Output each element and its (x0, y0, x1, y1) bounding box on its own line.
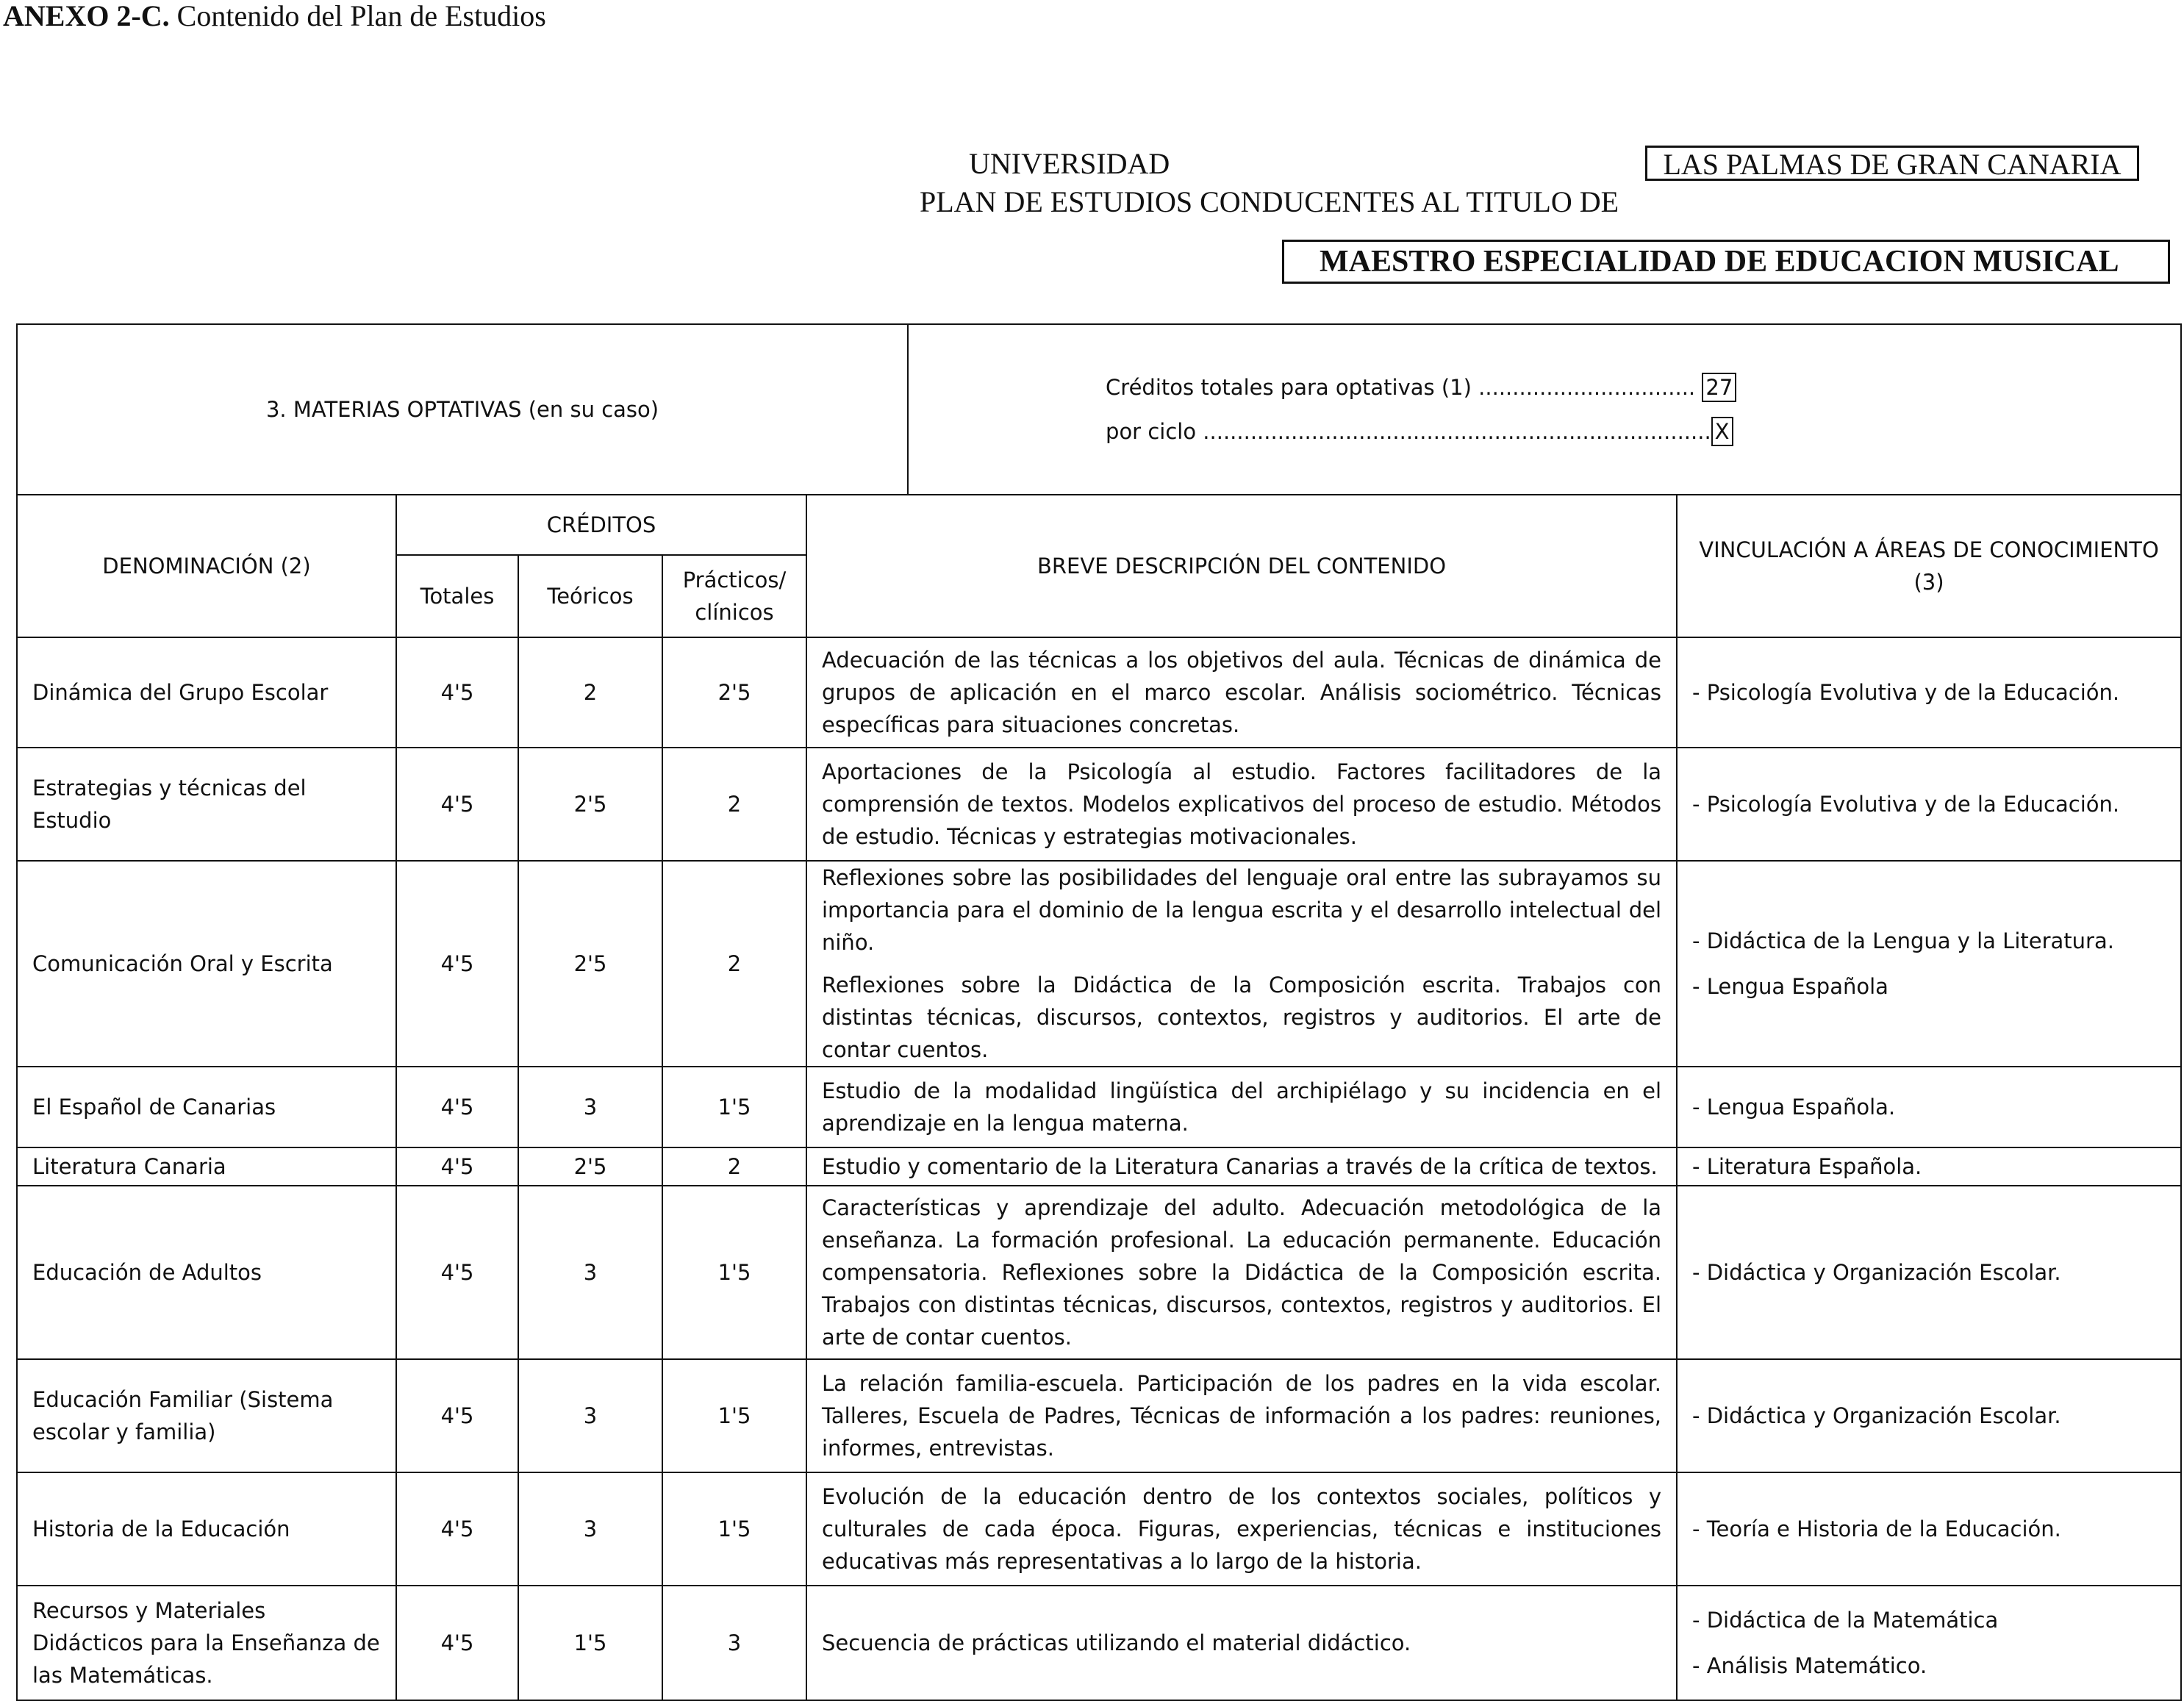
subject-name: Literatura Canaria (17, 1147, 396, 1186)
content-description (806, 1359, 1677, 1472)
description-paragraph: Características y aprendizaje del adulto. Adecuación metodológica de la enseñanza. La formación profesional. La educación permanente. Educación compensatoria. Reflexiones sobre la Didáctica de la Composición escrita. Trabajos con distintas técnicas, discursos, contextos, registros y auditorios. El arte de contar cuentos. (822, 1195, 1662, 1350)
cycle-line (1106, 415, 2166, 448)
credits-total: 4'5 (396, 861, 518, 1067)
knowledge-areas (1677, 637, 2181, 748)
knowledge-areas (1677, 861, 2181, 1067)
credits-total: 4'5 (396, 1186, 518, 1359)
credits-theory: 3 (518, 1472, 662, 1586)
knowledge-areas (1677, 748, 2181, 861)
table-row (17, 1067, 2181, 1147)
knowledge-area: - Didáctica y Organización Escolar. (1692, 1403, 2061, 1428)
total-credits-label: Créditos totales para optativas (1) ................................ (1106, 375, 1696, 400)
table-row (17, 861, 2181, 1067)
knowledge-areas (1677, 1067, 2181, 1147)
optional-subjects-table (16, 323, 2182, 1701)
description-paragraph: Secuencia de prácticas utilizando el material didáctico. (822, 1630, 1411, 1655)
knowledge-area: - Literatura Española. (1692, 1154, 1922, 1179)
credits-total: 4'5 (396, 1359, 518, 1472)
subject-name: Estrategias y técnicas del Estudio (17, 748, 396, 861)
header-descripcion: BREVE DESCRIPCIÓN DEL CONTENIDO (806, 495, 1677, 637)
subject-name: Recursos y Materiales Didácticos para la Enseñanza de las Matemáticas. (17, 1586, 396, 1700)
content-description (806, 1586, 1677, 1700)
header-creditos: CRÉDITOS (396, 495, 806, 555)
knowledge-area: - Psicología Evolutiva y de la Educación. (1692, 792, 2120, 817)
annex-number: ANEXO 2-C. (3, 0, 170, 32)
knowledge-area: - Lengua Española. (1692, 1095, 1896, 1120)
total-credits-box (908, 324, 2181, 495)
table-row (17, 1472, 2181, 1586)
credits-total: 4'5 (396, 1147, 518, 1186)
credits-practice: 2'5 (662, 637, 806, 748)
description-paragraph: Adecuación de las técnicas a los objetivos del aula. Técnicas de dinámica de grupos de aplicación en el marco escolar. Análisis sociométrico. Técnicas específicas para situaciones concretas. (822, 648, 1662, 737)
table-row (17, 637, 2181, 748)
university-name-box: LAS PALMAS DE GRAN CANARIA (1645, 146, 2139, 181)
credits-practice: 1'5 (662, 1472, 806, 1586)
credits-practice: 2 (662, 861, 806, 1067)
content-description (806, 1147, 1677, 1186)
subject-name: Historia de la Educación (17, 1472, 396, 1586)
header-denominacion: DENOMINACIÓN (2) (17, 495, 396, 637)
degree-title-box: MAESTRO ESPECIALIDAD DE EDUCACION MUSICAL (1282, 240, 2170, 284)
knowledge-area: - Psicología Evolutiva y de la Educación. (1692, 680, 2120, 705)
column-header-row-1 (17, 495, 2181, 555)
credits-practice: 1'5 (662, 1186, 806, 1359)
content-description (806, 1472, 1677, 1586)
credits-practice: 3 (662, 1586, 806, 1700)
credits-total: 4'5 (396, 637, 518, 748)
annex-heading (3, 0, 546, 32)
university-label: UNIVERSIDAD (969, 147, 1170, 180)
content-description (806, 861, 1677, 1067)
subject-name: Educación de Adultos (17, 1186, 396, 1359)
section-title: 3. MATERIAS OPTATIVAS (en su caso) (17, 324, 908, 495)
credits-theory: 3 (518, 1359, 662, 1472)
total-credits-line (1106, 371, 2166, 404)
knowledge-area: - Didáctica de la Lengua y la Literatura. (1692, 928, 2114, 953)
credits-theory: 2'5 (518, 861, 662, 1067)
credits-total: 4'5 (396, 748, 518, 861)
subject-name: Dinámica del Grupo Escolar (17, 637, 396, 748)
subject-name: Educación Familiar (Sistema escolar y familia) (17, 1359, 396, 1472)
annex-title: Contenido del Plan de Estudios (169, 0, 546, 32)
subject-name: Comunicación Oral y Escrita (17, 861, 396, 1067)
credits-total: 4'5 (396, 1067, 518, 1147)
knowledge-area: - Teoría e Historia de la Educación. (1692, 1516, 2061, 1541)
content-description (806, 1067, 1677, 1147)
credits-theory: 3 (518, 1186, 662, 1359)
header-teoricos: Teóricos (518, 555, 662, 637)
description-paragraph: Reflexiones sobre las posibilidades del lenguaje oral entre las subrayamos su importancia para el dominio de la lengua escrita y el desarrollo intelectual del niño. (822, 865, 1662, 955)
content-description (806, 637, 1677, 748)
knowledge-area: - Didáctica de la Matemática (1692, 1608, 1999, 1633)
table-row (17, 748, 2181, 861)
knowledge-areas (1677, 1186, 2181, 1359)
table-row (17, 1359, 2181, 1472)
description-paragraph: Reflexiones sobre la Didáctica de la Composición escrita. Trabajos con distintas técnicas, discursos, contextos, registros y auditorios. El arte de contar cuentos. (822, 973, 1662, 1062)
knowledge-areas (1677, 1359, 2181, 1472)
header-totales: Totales (396, 555, 518, 637)
credits-theory: 1'5 (518, 1586, 662, 1700)
table-row (17, 1586, 2181, 1700)
table-row (17, 1186, 2181, 1359)
knowledge-areas (1677, 1586, 2181, 1700)
cycle-value: X (1711, 417, 1733, 446)
credits-theory: 2 (518, 637, 662, 748)
table-row (17, 1147, 2181, 1186)
description-paragraph: Evolución de la educación dentro de los contextos sociales, políticos y culturales de cada época. Figuras, experiencias, técnicas e instituciones educativas más representativas a lo largo de la historia. (822, 1484, 1662, 1574)
plan-line: PLAN DE ESTUDIOS CONDUCENTES AL TITULO DE (920, 185, 1619, 218)
header-practicos: Prácticos/ clínicos (662, 555, 806, 637)
cycle-label: por ciclo ........................................................................... (1106, 419, 1711, 444)
content-description (806, 1186, 1677, 1359)
header-vinculacion: VINCULACIÓN A ÁREAS DE CONOCIMIENTO (3) (1677, 495, 2181, 637)
credits-theory: 3 (518, 1067, 662, 1147)
content-description (806, 748, 1677, 861)
credits-total: 4'5 (396, 1472, 518, 1586)
section-header-row (17, 324, 2181, 495)
total-credits-value: 27 (1702, 373, 1736, 402)
credits-practice: 2 (662, 1147, 806, 1186)
knowledge-area: - Didáctica y Organización Escolar. (1692, 1260, 2061, 1285)
credits-theory: 2'5 (518, 748, 662, 861)
credits-practice: 2 (662, 748, 806, 861)
knowledge-area: - Lengua Española (1692, 974, 1888, 999)
knowledge-area: - Análisis Matemático. (1692, 1653, 1927, 1678)
credits-theory: 2'5 (518, 1147, 662, 1186)
knowledge-areas (1677, 1472, 2181, 1586)
credits-practice: 1'5 (662, 1067, 806, 1147)
description-paragraph: Aportaciones de la Psicología al estudio. Factores facilitadores de la comprensión de textos. Modelos explicativos del proceso de estudio. Métodos de estudio. Técnicas y estrategias motivacionales. (822, 759, 1662, 849)
description-paragraph: La relación familia-escuela. Participación de los padres en la vida escolar. Talleres, Escuela de Padres, Técnicas de información a los padres: reuniones, informes, entrevistas. (822, 1371, 1662, 1461)
description-paragraph: Estudio de la modalidad lingüística del archipiélago y su incidencia en el aprendizaje en la lengua materna. (822, 1078, 1662, 1136)
credits-practice: 1'5 (662, 1359, 806, 1472)
credits-total: 4'5 (396, 1586, 518, 1700)
knowledge-areas (1677, 1147, 2181, 1186)
subject-name: El Español de Canarias (17, 1067, 396, 1147)
description-paragraph: Estudio y comentario de la Literatura Canarias a través de la crítica de textos. (822, 1154, 1658, 1179)
